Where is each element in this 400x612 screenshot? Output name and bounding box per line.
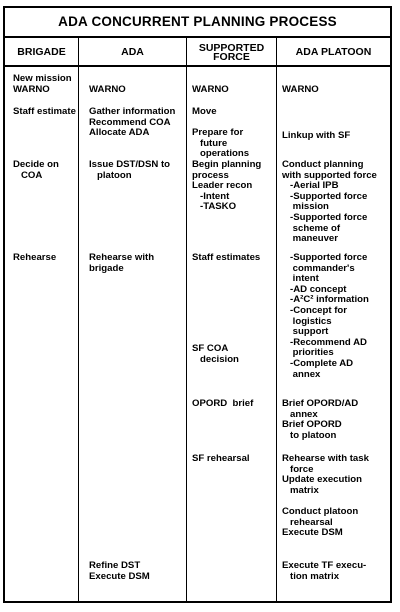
cell-sf-staff-estimates: Staff estimates	[192, 252, 261, 263]
cell-brigade-new-mission: New mission WARNO	[13, 73, 72, 95]
cell-brigade-rehearse: Rehearse	[13, 252, 57, 263]
cell-ada-rehearse-brigade: Rehearse with brigade	[89, 252, 155, 274]
planning-table	[3, 6, 392, 603]
cell-ada-warno: WARNO	[89, 84, 126, 95]
cell-platoon-execute-tf: Execute TF execu- tion matrix	[282, 560, 367, 582]
cell-sf-opord-brief: OPORD brief	[192, 398, 254, 409]
cell-sf-rehearsal: SF rehearsal	[192, 453, 250, 464]
header-supported-force: SUPPORTED FORCE	[198, 41, 265, 63]
cell-sf-coa-decision: SF COA decision	[192, 343, 239, 365]
header-ada-platoon: ADA PLATOON	[295, 46, 372, 58]
header-brigade: BRIGADE	[17, 46, 66, 58]
cell-brigade-staff-estimate: Staff estimate	[13, 106, 76, 117]
cell-ada-refine-dst: Refine DST Execute DSM	[89, 560, 150, 582]
cell-ada-gather-information: Gather information Recommend COA Allocate ADA	[89, 106, 176, 139]
column-divider-3	[276, 38, 277, 601]
cell-sf-begin-planning: Begin planning process Leader recon -Intent -TASKO	[192, 159, 262, 213]
cell-sf-move-prepare: Move Prepare for future operations	[192, 106, 250, 160]
cell-platoon-intent-list: -Supported force commander's intent -AD concept -A²C² information -Concept for logistics support -Recommend AD priorities -Complete AD annex	[289, 252, 369, 380]
cell-brigade-decide-coa: Decide on COA	[13, 159, 59, 181]
cell-platoon-linkup: Linkup with SF	[282, 130, 351, 141]
cell-platoon-conduct-planning: Conduct planning with supported force -Aerial IPB -Supported force mission -Supported force scheme of maneuver	[282, 159, 377, 245]
table-title: ADA CONCURRENT PLANNING PROCESS	[58, 14, 337, 29]
column-divider-2	[186, 38, 187, 601]
cell-platoon-rehearse-task-force: Rehearse with task force Update execution matrix Conduct platoon rehearsal Execute DSM	[282, 453, 369, 539]
cell-sf-warno: WARNO	[192, 84, 229, 95]
cell-ada-issue-dst: Issue DST/DSN to platoon	[89, 159, 171, 181]
cell-platoon-warno: WARNO	[282, 84, 319, 95]
column-divider-1	[78, 38, 79, 601]
header-ada: ADA	[121, 46, 144, 58]
cell-platoon-brief-opord: Brief OPORD/AD annex Brief OPORD to platoon	[282, 398, 359, 441]
